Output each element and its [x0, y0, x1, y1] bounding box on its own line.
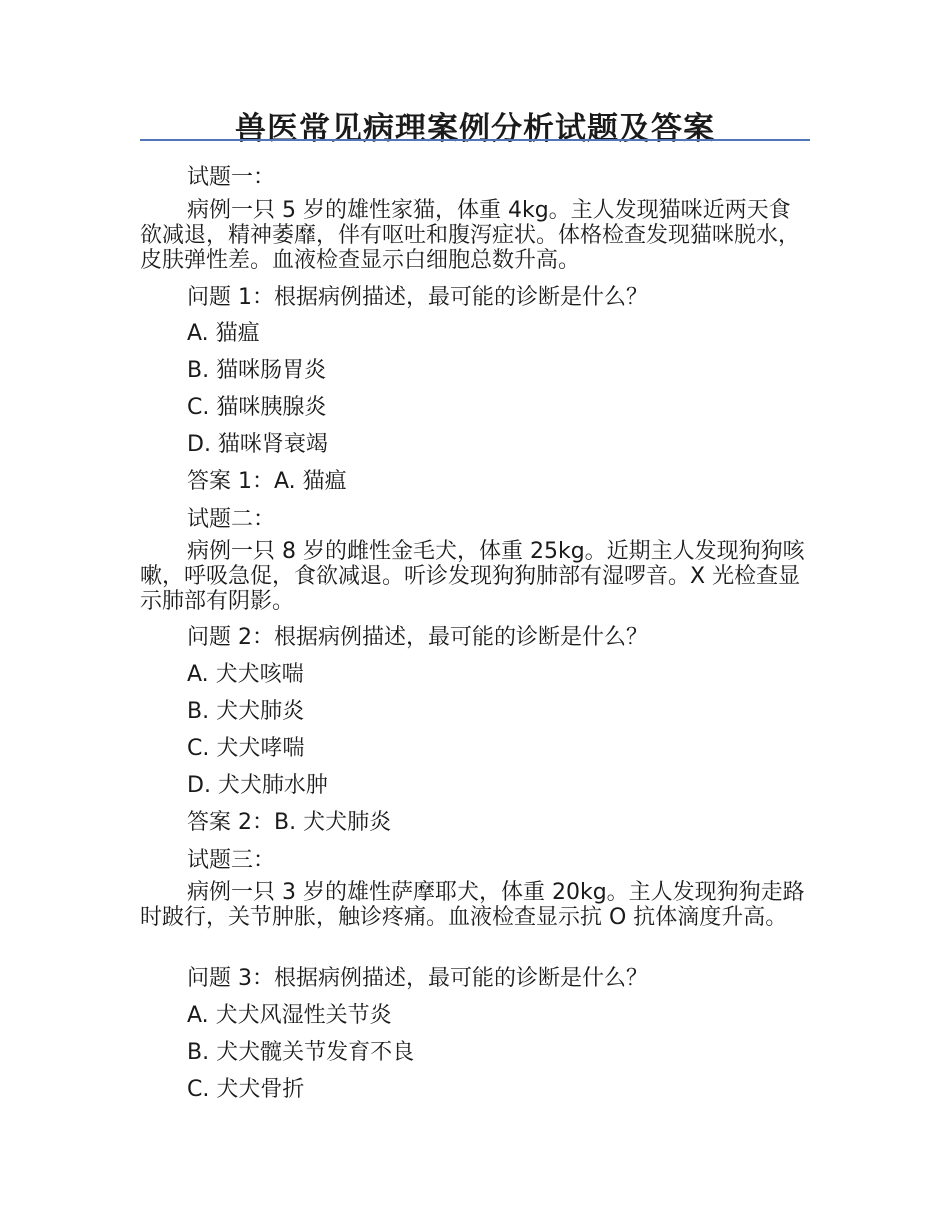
- question-2-case: 病例一只 8 岁的雌性金毛犬，体重 25kg。近期主人发现狗狗咳嗽，呼吸急促，食欲减退。听诊发现狗狗肺部有湿啰音。X 光检查显示肺部有阴影。: [140, 539, 805, 614]
- title-underline: [140, 139, 810, 141]
- question-2-answer: 答案 2：B. 犬犬肺炎: [187, 810, 392, 835]
- question-1-case: 病例一只 5 岁的雄性家猫，体重 4kg。主人发现猫咪近两天食欲减退，精神萎靡，伴有呕吐和腹泻症状。体格检查发现猫咪脱水，皮肤弹性差。血液检查显示白细胞总数升高。: [140, 198, 801, 273]
- question-1-answer: 答案 1：A. 猫瘟: [187, 469, 347, 494]
- question-2-option-c: C. 犬犬哮喘: [187, 736, 305, 761]
- question-2-heading: 试题二：: [187, 507, 276, 532]
- question-1-option-b: B. 猫咪肠胃炎: [187, 358, 327, 383]
- question-3-option-c: C. 犬犬骨折: [187, 1077, 305, 1102]
- question-3-option-a: A. 犬犬风湿性关节炎: [187, 1003, 392, 1028]
- question-3-option-b: B. 犬犬髋关节发育不良: [187, 1040, 415, 1065]
- question-2-prompt: 问题 2：根据病例描述，最可能的诊断是什么？: [187, 625, 648, 650]
- question-1-option-c: C. 猫咪胰腺炎: [187, 395, 327, 420]
- question-3-prompt: 问题 3：根据病例描述，最可能的诊断是什么？: [187, 966, 648, 991]
- question-1-option-a: A. 猫瘟: [187, 321, 260, 346]
- document-title: 兽医常见病理案例分析试题及答案: [235, 111, 715, 147]
- question-1-option-d: D. 猫咪肾衰竭: [187, 432, 328, 457]
- question-3-heading: 试题三：: [187, 848, 276, 873]
- question-3-case: 病例一只 3 岁的雄性萨摩耶犬，体重 20kg。主人发现狗狗走路时跛行，关节肿胀，触诊疼痛。血液检查显示抗 O 抗体滴度升高。: [140, 880, 805, 930]
- question-1-heading: 试题一：: [187, 165, 276, 190]
- question-2-option-d: D. 犬犬肺水肿: [187, 773, 328, 798]
- question-2-option-b: B. 犬犬肺炎: [187, 699, 305, 724]
- question-1-prompt: 问题 1：根据病例描述，最可能的诊断是什么？: [187, 285, 648, 310]
- question-2-option-a: A. 犬犬咳喘: [187, 662, 304, 687]
